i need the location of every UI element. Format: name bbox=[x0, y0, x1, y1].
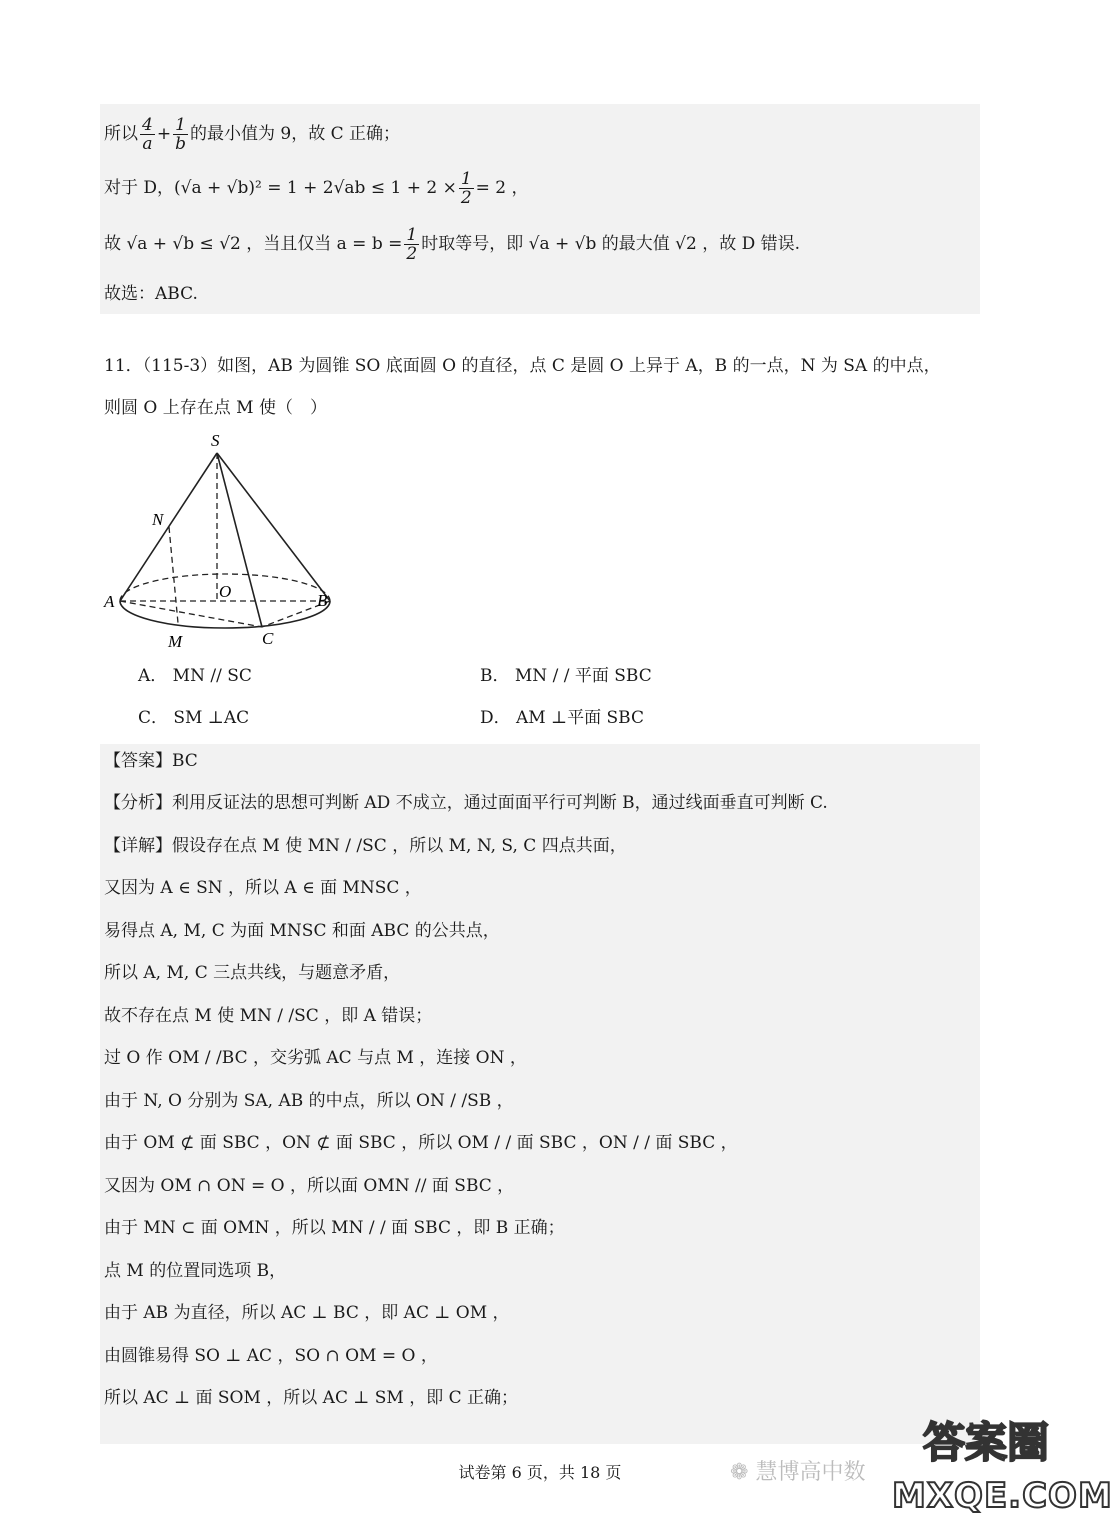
text: 的最小值为 9，故 C 正确； bbox=[189, 124, 401, 144]
fraction-1-over-b: $\frac{1}{b}$ bbox=[175, 115, 186, 154]
label-B: B bbox=[317, 591, 328, 610]
label-O: O bbox=[219, 582, 232, 601]
solution-line: 又因为 A ∈ SN ，所以 A ∈ 面 MNSC ， bbox=[104, 878, 422, 898]
fraction-1-over-2: $\frac{1}{2}$ bbox=[460, 169, 472, 208]
question-text-1: 11．（115-3）如图，AB 为圆锥 SO 底面圆 O 的直径，点 C 是圆 O 上异于 A，B 的一点，N 为 SA 的中点， bbox=[104, 356, 941, 376]
plus-sign: + bbox=[156, 124, 172, 144]
text: 对于 D，(√a + √b)² = 1 + 2√ab ≤ 1 + 2 × bbox=[104, 178, 457, 198]
solution-line: 由于 OM ⊄ 面 SBC ，ON ⊄ 面 SBC ，所以 OM / / 面 SBC ，ON / / 面 SBC ， bbox=[104, 1133, 738, 1153]
option-b[interactable]: B． MN / / 平面 SBC bbox=[480, 666, 652, 686]
solution-line: 易得点 A, M, C 为面 MNSC 和面 ABC 的公共点， bbox=[104, 921, 500, 941]
solution-line: 【分析】利用反证法的思想可判断 AD 不成立，通过面面平行可判断 B，通过线面垂直可判断 C. bbox=[104, 793, 828, 813]
solution-line-2 bbox=[104, 166, 529, 210]
watermark-top: 答案圈 bbox=[922, 1418, 1049, 1467]
text: 所以 bbox=[104, 124, 138, 144]
solution-line: 又因为 OM ∩ ON = O ，所以面 OMN // 面 SBC ， bbox=[104, 1176, 515, 1196]
solution-line: 过 O 作 OM / /BC ，交劣弧 AC 与点 M ，连接 ON ， bbox=[104, 1048, 527, 1068]
watermark-text: 慧博高中数 bbox=[755, 1460, 866, 1485]
cone-figure bbox=[100, 425, 340, 655]
solution-line-4: 故选：ABC. bbox=[104, 284, 198, 304]
option-a[interactable]: A． MN // SC bbox=[138, 666, 252, 686]
text: 时取等号，即 √a + √b 的最大值 √2 ，故 D 错误. bbox=[421, 234, 801, 254]
wechat-icon: ❁ bbox=[730, 1460, 749, 1485]
question-text-2: 则圆 O 上存在点 M 使（ ） bbox=[104, 398, 327, 418]
text: = 2 ， bbox=[475, 178, 529, 198]
solution-line: 所以 AC ⊥ 面 SOM ，所以 AC ⊥ SM ，即 C 正确； bbox=[104, 1388, 519, 1408]
solution-line: 点 M 的位置同选项 B， bbox=[104, 1261, 287, 1281]
text: 故 √a + √b ≤ √2 ，当且仅当 a = b = bbox=[104, 234, 403, 254]
solution-line: 【详解】假设存在点 M 使 MN / /SC ，所以 M, N, S, C 四点共面， bbox=[104, 836, 627, 856]
watermark-bottom: MXQE.COM bbox=[892, 1476, 1113, 1516]
option-d[interactable]: D． AM ⊥平面 SBC bbox=[480, 708, 644, 728]
fraction-1-over-2: $\frac{1}{2}$ bbox=[406, 225, 418, 264]
label-C: C bbox=[262, 629, 274, 648]
solution-line: 由于 N, O 分别为 SA, AB 的中点，所以 ON / /SB ， bbox=[104, 1091, 514, 1111]
fraction-4-over-a: $\frac{4}{a}$ bbox=[142, 115, 153, 154]
label-S: S bbox=[211, 431, 220, 450]
option-c[interactable]: C． SM ⊥AC bbox=[138, 708, 250, 728]
label-N: N bbox=[152, 510, 164, 529]
wechat-watermark bbox=[730, 1455, 865, 1486]
label-A: A bbox=[104, 592, 115, 611]
solution-line: 由于 MN ⊂ 面 OMN ，所以 MN / / 面 SBC ，即 B 正确； bbox=[104, 1218, 565, 1238]
label-M: M bbox=[168, 632, 183, 651]
solution-line: 由于 AB 为直径，所以 AC ⊥ BC ，即 AC ⊥ OM ， bbox=[104, 1303, 510, 1323]
solution-line: 故不存在点 M 使 MN / /SC ，即 A 错误； bbox=[104, 1006, 433, 1026]
page-footer: 试卷第 6 页，共 18 页 bbox=[458, 1463, 622, 1482]
solution-line: 【答案】BC bbox=[104, 751, 198, 771]
solution-line-3 bbox=[104, 222, 800, 266]
solution-line: 所以 A, M, C 三点共线，与题意矛盾， bbox=[104, 963, 401, 983]
site-watermark bbox=[892, 1410, 1113, 1527]
solution-line-1 bbox=[104, 112, 400, 156]
solution-line: 由圆锥易得 SO ⊥ AC ，SO ∩ OM = O ， bbox=[104, 1346, 438, 1366]
